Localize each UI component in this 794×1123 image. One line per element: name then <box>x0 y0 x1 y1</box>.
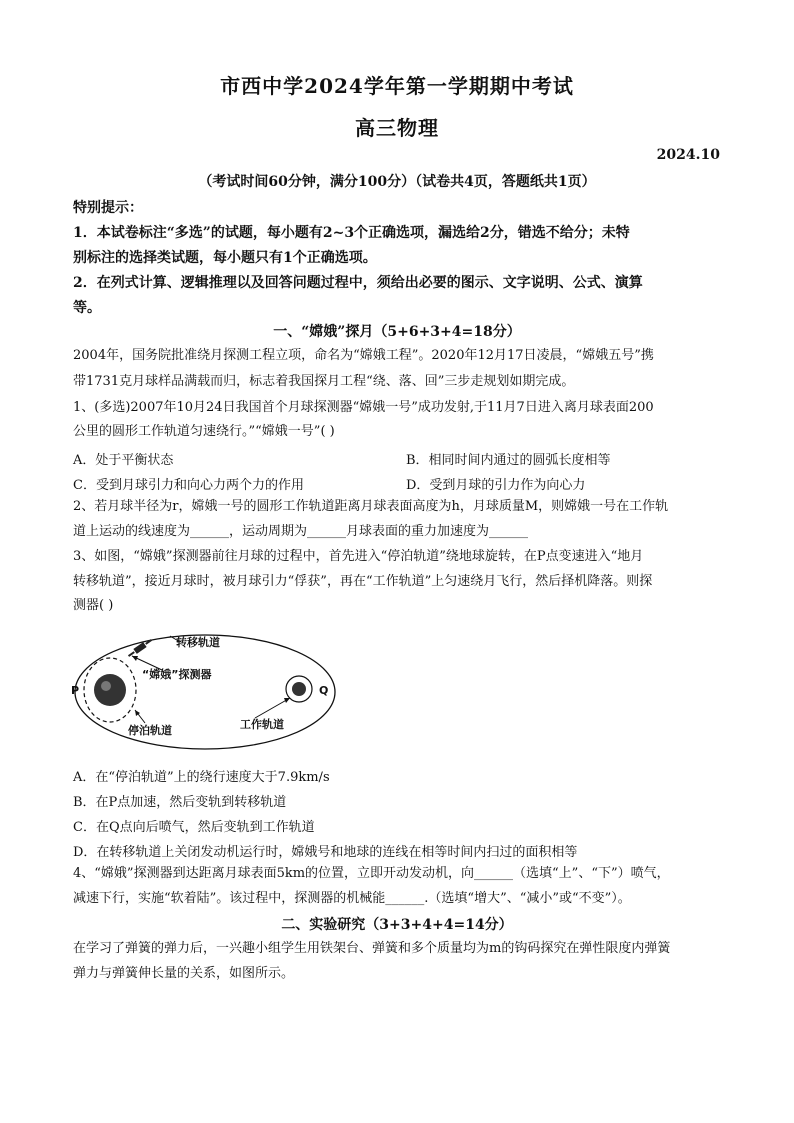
question3-option-d: D．在转移轨道上关闭发动机运行时，嫦娥号和地球的连线在相等时间内扫过的面积相等 <box>73 845 578 860</box>
probe-icon <box>127 638 153 659</box>
transfer-orbit-label: 转移轨道 <box>176 636 220 649</box>
question1-option-c: C．受到月球引力和向心力两个力的作用 <box>73 478 304 493</box>
notice-heading: 特别提示： <box>73 200 143 216</box>
notice-item2-line1: 2．在列式计算、逻辑推理以及回答问题过程中，须给出必要的图示、文字说明、公式、演算 <box>73 275 643 291</box>
point-p-label: P <box>71 684 80 697</box>
earth-icon <box>94 674 126 706</box>
question1-line1: 1、(多选)2007年10月24日我国首个月球探测器“嫦娥一号”成功发射,于11月7日进入离月球表面200 <box>73 400 654 415</box>
question4-line1: 4、“嫦娥”探测器到达距离月球表面5km的位置，立即开动发动机，向______（选填“上”、“下”）喷气， <box>73 866 670 881</box>
question1-line2: 公里的圆形工作轨道匀速绕行。”“嫦娥一号”( ) <box>73 424 335 439</box>
section2-heading: 二、实验研究（3+3+4+4=14分） <box>281 917 513 933</box>
point-q-label: Q <box>319 684 329 697</box>
notice-item2-line2: 等。 <box>73 300 101 316</box>
working-orbit-label: 工作轨道 <box>240 718 284 731</box>
probe-label: “嫦娥”探测器 <box>142 668 212 681</box>
question2-line2: 道上运动的线速度为______，运动周期为______月球表面的重力加速度为______ <box>73 524 529 539</box>
section1-intro-line2: 带1731克月球样品满载而归，标志着我国探月工程“绕、落、回”三步走规划如期完成。 <box>73 374 575 389</box>
exam-info: （考试时间60分钟，满分100分）（试卷共4页，答题纸共1页） <box>198 174 596 190</box>
section1-intro-line1: 2004年，国务院批准绕月探测工程立项，命名为“嫦娥工程”。2020年12月17日凌晨，“嫦娥五号”携 <box>73 348 654 363</box>
question1-option-a: A．处于平衡状态 <box>73 453 174 468</box>
section2-intro-line1: 在学习了弹簧的弹力后，一兴趣小组学生用铁架台、弹簧和多个质量均为m的钩码探究在弹性限度内弹簧 <box>73 941 671 956</box>
question3-option-c: C．在Q点向后喷气，然后变轨到工作轨道 <box>73 820 315 835</box>
question1-option-d: D．受到月球的引力作为向心力 <box>406 478 586 493</box>
section2-intro-line2: 弹力与弹簧伸长量的关系，如图所示。 <box>73 966 295 981</box>
question3-option-a: A．在“停泊轨道”上的绕行速度大于7.9km/s <box>73 770 330 785</box>
question3-line3: 测器( ) <box>73 598 114 613</box>
moon-icon <box>292 682 306 696</box>
orbit-diagram <box>70 630 340 760</box>
question3-line2: 转移轨道”，接近月球时，被月球引力“俘获”，再在“工作轨道”上匀速绕月飞行，然后择机降落。则探 <box>73 574 653 589</box>
question3-option-b: B．在P点加速，然后变轨到转移轨道 <box>73 795 287 810</box>
question3-line1: 3、如图，“嫦娥”探测器前往月球的过程中，首先进入“停泊轨道”绕地球旋转，在P点变速进入“地月 <box>73 549 644 564</box>
exam-title: 市西中学2024学年第一学期期中考试 <box>220 74 574 98</box>
exam-subject: 高三物理 <box>355 116 439 140</box>
question1-option-b: B．相同时间内通过的圆弧长度相等 <box>406 453 611 468</box>
notice-item1-line1: 1．本试卷标注“多选”的试题，每小题有2~3个正确选项，漏选给2分，错选不给分；未特 <box>73 225 630 241</box>
exam-date: 2024.10 <box>656 147 720 163</box>
section1-heading: 一、“嫦娥”探月（5+6+3+4=18分） <box>273 324 521 340</box>
notice-item1-line2: 别标注的选择类试题，每小题只有1个正确选项。 <box>73 250 377 266</box>
question4-line2: 减速下行，实施“软着陆”。该过程中，探测器的机械能______.（选填“增大”、“减小”或“不变”）。 <box>73 891 631 906</box>
parking-orbit-label: 停泊轨道 <box>128 724 172 737</box>
question2-line1: 2、若月球半径为r，嫦娥一号的圆形工作轨道距离月球表面高度为h，月球质量M，则嫦娥一号在工作轨 <box>73 499 669 514</box>
